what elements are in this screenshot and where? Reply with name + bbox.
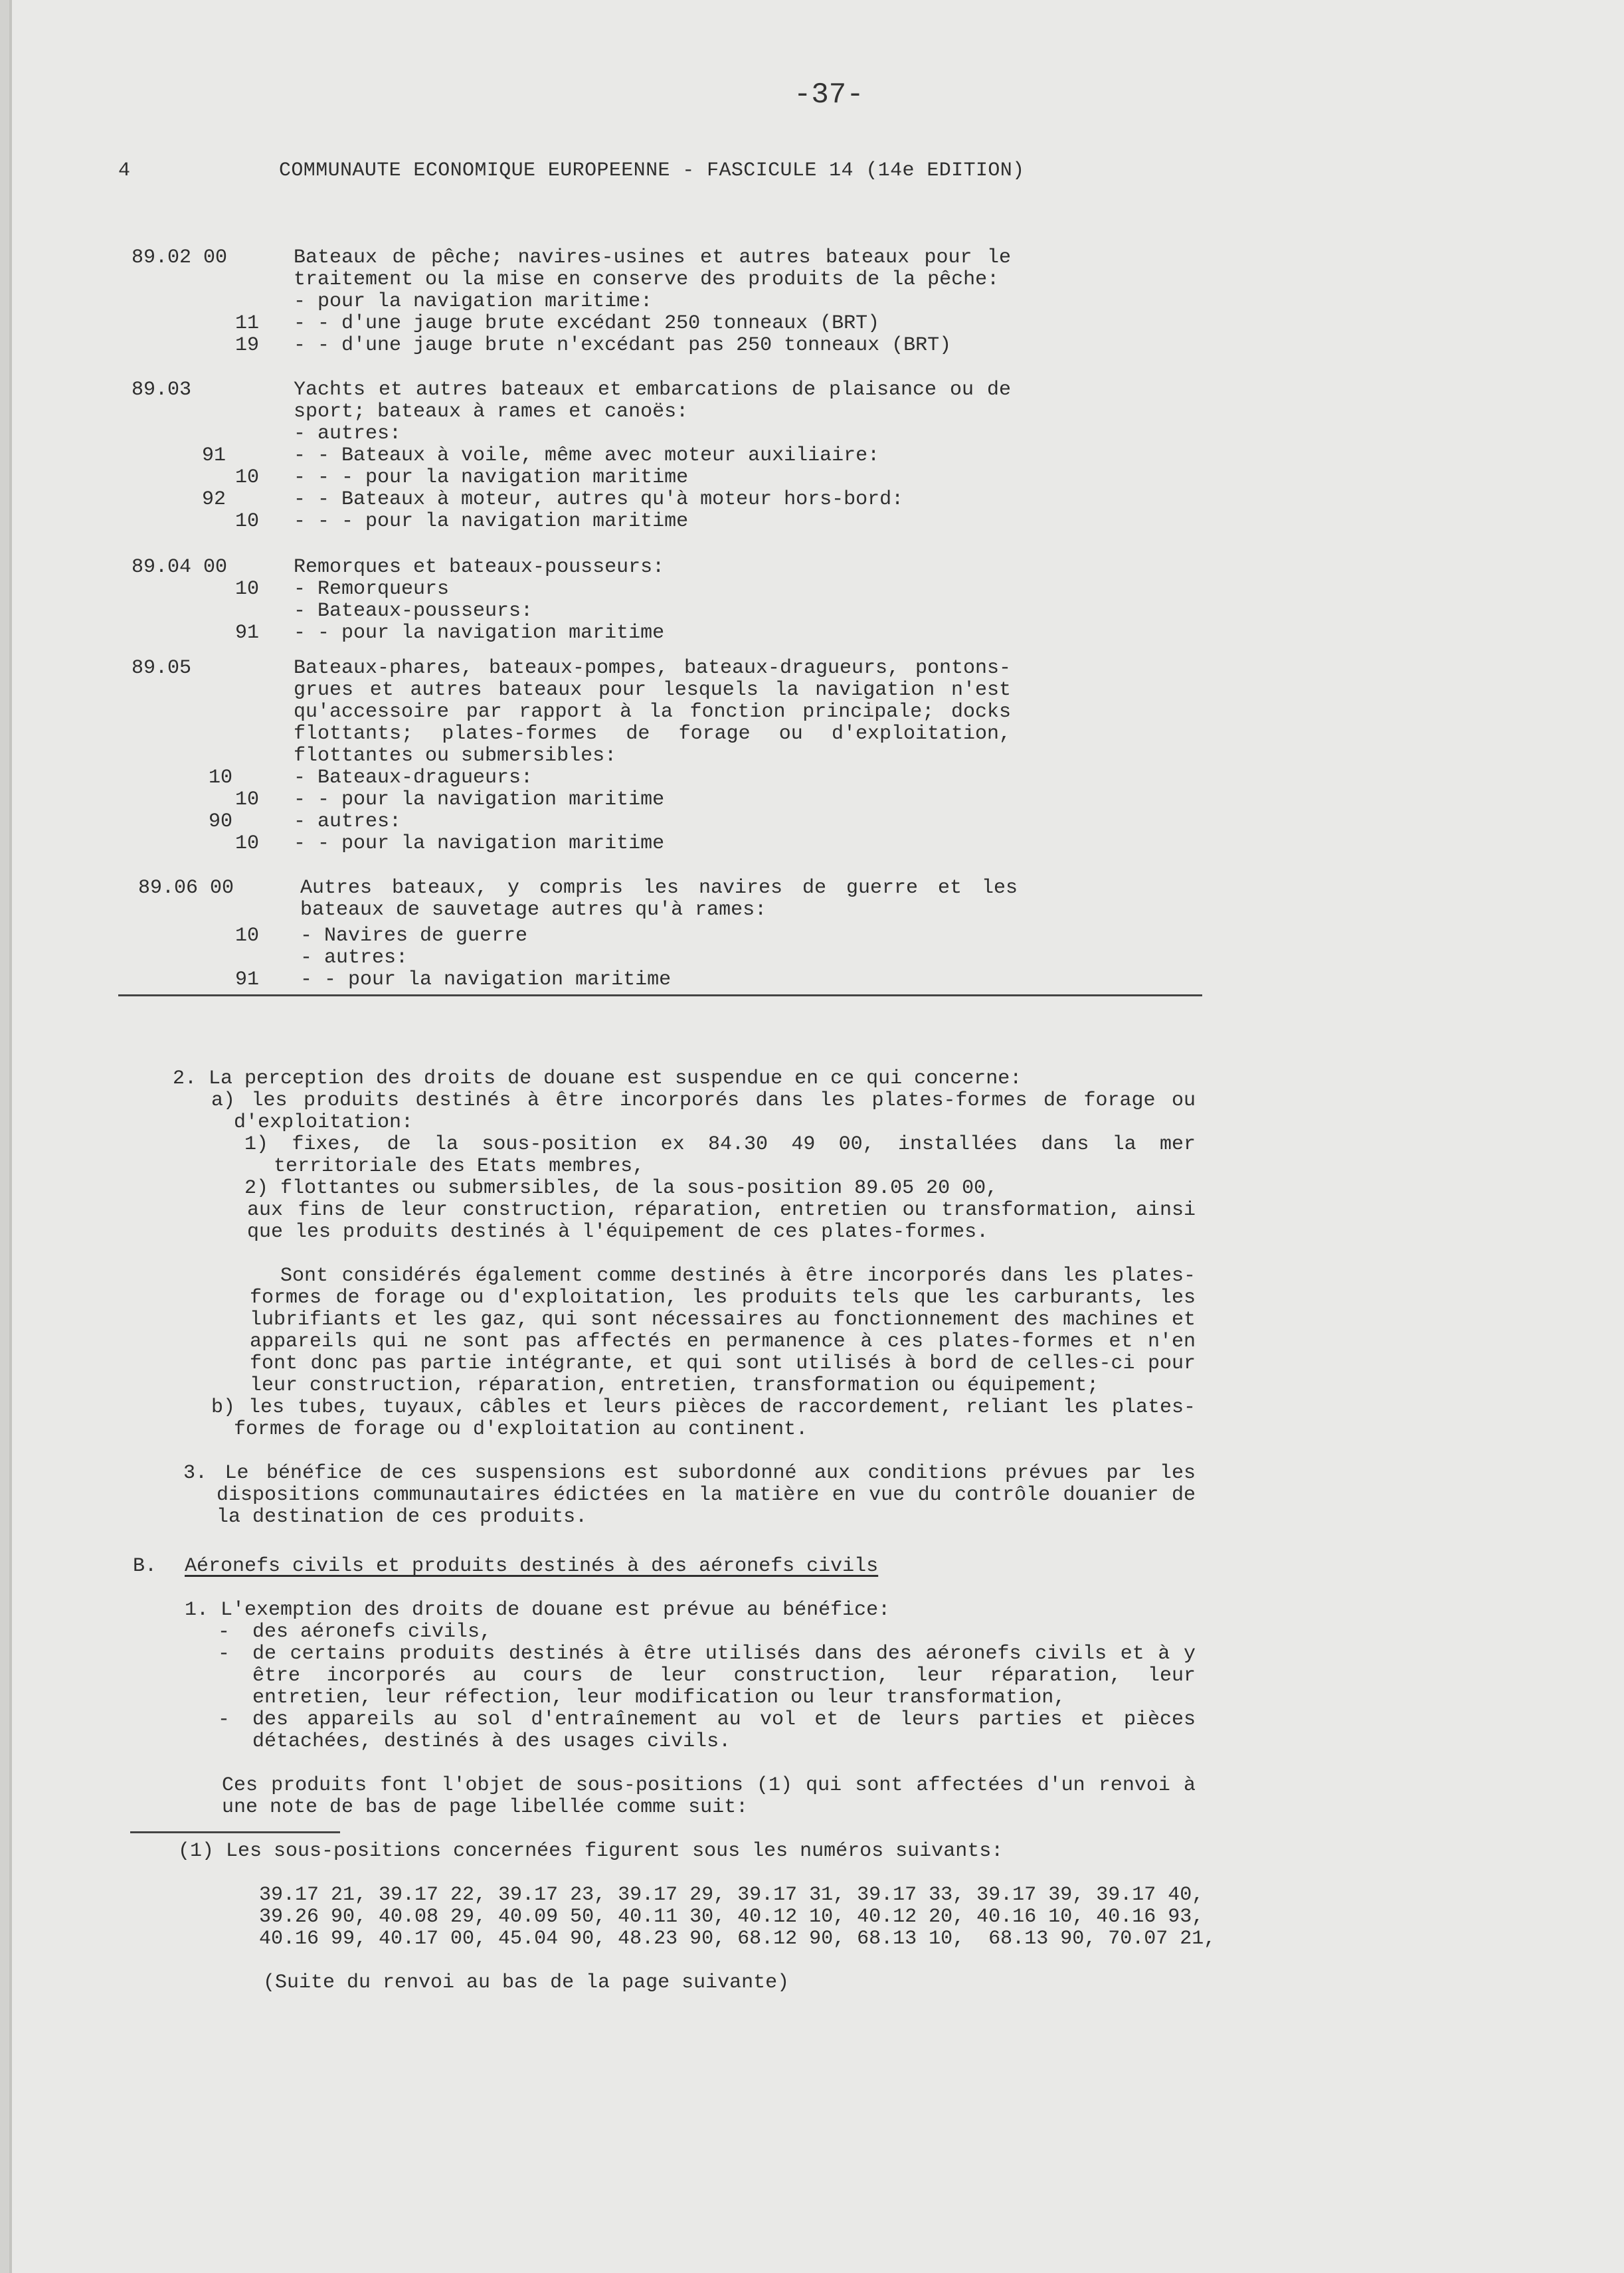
subheading-text: - - Bateaux à moteur, autres qu'à moteur hors-bord: <box>294 488 904 511</box>
bullet-dash: - <box>218 1621 230 1643</box>
heading-code: 89.04 00 <box>132 556 228 579</box>
subheading-code: 11 <box>234 312 259 335</box>
heading-description: Bateaux-phares, bateaux-pompes, bateaux-dragueurs, pontons-grues et autres bateaux pour lesquels la navigation n'est qu'accessoire par rapport à la fonction principale; docks flottants; plates-formes de forage ou d'exploitation, flottantes ou submersibles: <box>294 657 1011 767</box>
subheading-text: - - pour la navigation maritime <box>294 832 665 855</box>
paragraph-2a-tail: aux fins de leur construction, réparation, entretien ou transformation, ainsi que les produits destinés à l'équipement de ces plates-formes. <box>247 1199 1196 1243</box>
subheading-code: 92 <box>201 488 226 511</box>
footnote-intro: (1) Les sous-positions concernées figurent sous les numéros suivants: <box>178 1840 1004 1863</box>
subheading-text: - - d'une jauge brute n'excédant pas 250 tonneaux (BRT) <box>294 334 952 357</box>
heading-description: Remorques et bateaux-pousseurs: <box>294 556 665 579</box>
subheading-text: - autres: <box>294 422 402 445</box>
subheading-text: - - Bateaux à voile, même avec moteur auxiliaire: <box>294 444 880 467</box>
footnote-codes-line: 39.26 90, 40.08 29, 40.09 50, 40.11 30, 40.12 10, 40.12 20, 40.16 10, 40.16 93, <box>259 1906 1204 1928</box>
heading-code: 89.02 00 <box>132 246 228 269</box>
page-edge-shadow <box>0 0 9 2273</box>
subheading-code: 19 <box>234 334 259 357</box>
subheading-text: - Bateaux-pousseurs: <box>294 600 533 622</box>
left-margin-number: 4 <box>118 159 131 182</box>
footnote-codes-line: 40.16 99, 40.17 00, 45.04 90, 48.23 90, 68.12 90, 68.13 10, 68.13 90, 70.07 21, <box>259 1928 1216 1950</box>
subheading-text: - - pour la navigation maritime <box>294 788 665 811</box>
heading-description: Bateaux de pêche; navires-usines et autres bateaux pour le traitement ou la mise en conserve des produits de la pêche: <box>294 246 1011 291</box>
subheading-text: - Bateaux-dragueurs: <box>294 767 533 789</box>
subheading-text: - autres: <box>294 810 402 833</box>
subheading-code: 91 <box>201 444 226 467</box>
paragraph-2-intro: 2. La perception des droits de douane est suspendue en ce qui concerne: <box>173 1067 1022 1090</box>
subheading-code: 10 <box>208 767 232 789</box>
b1-list-item: des appareils au sol d'entraînement au vol et de leurs parties et pièces détachées, destinés à des usages civils. <box>252 1708 1196 1753</box>
paragraph-2a-item-2: 2) flottantes ou submersibles, de la sous-position 89.05 20 00, <box>244 1177 998 1200</box>
subheading-text: - autres: <box>300 947 408 969</box>
subheading-code: 91 <box>234 622 259 644</box>
paragraph-2b: b) les tubes, tuyaux, câbles et leurs pièces de raccordement, reliant les plates-formes de forage ou d'exploitation au continent. <box>211 1396 1196 1441</box>
running-title: COMMUNAUTE ECONOMIQUE EUROPEENNE - FASCICULE 14 (14e EDITION) <box>279 159 1025 182</box>
paragraph-b1-tail: Ces produits font l'objet de sous-positions (1) qui sont affectées d'un renvoi à une note de bas de page libellée comme suit: <box>222 1774 1196 1819</box>
subheading-text: - pour la navigation maritime: <box>294 290 653 313</box>
footnote-continued: (Suite du renvoi au bas de la page suivante) <box>263 1971 790 1994</box>
bullet-dash: - <box>218 1643 230 1665</box>
subheading-text: - Remorqueurs <box>294 578 450 600</box>
footnote-codes-line: 39.17 21, 39.17 22, 39.17 23, 39.17 29, 39.17 31, 39.17 33, 39.17 39, 39.17 40, <box>259 1884 1204 1906</box>
page-number: -37- <box>794 78 864 112</box>
subheading-code: 10 <box>234 578 259 600</box>
section-b-label: B. <box>133 1555 157 1578</box>
heading-code: 89.05 <box>132 657 192 680</box>
subheading-code: 91 <box>234 968 259 991</box>
heading-code: 89.06 00 <box>138 877 234 899</box>
heading-description: Yachts et autres bateaux et embarcations de plaisance ou de sport; bateaux à rames et canoës: <box>294 379 1011 423</box>
subheading-text: - - - pour la navigation maritime <box>294 466 689 489</box>
paragraph-2-sont: Sont considérés également comme destinés à être incorporés dans les plates-formes de forage ou d'exploitation, les produits tels que les carburants, les lubrifiants et les gaz, qui sont nécessaires au fonctionnement des machines et appareils qui ne sont pas affectés en permanence à ces plates-formes et n'en font donc pas partie intégrante, et qui sont utilisés à bord de celles-ci pour leur construction, réparation, entretien, transformation ou équipement; <box>250 1265 1196 1397</box>
heading-description: Autres bateaux, y compris les navires de guerre et les bateaux de sauvetage autres qu'à rames: <box>300 877 1018 921</box>
subheading-text: - Navires de guerre <box>300 925 528 947</box>
subheading-code: 10 <box>234 788 259 811</box>
subheading-code: 10 <box>234 832 259 855</box>
subheading-code: 90 <box>208 810 232 833</box>
subheading-code: 10 <box>234 510 259 533</box>
paragraph-2a-item-1: 1) fixes, de la sous-position ex 84.30 49 00, installées dans la mer territoriale des Etats membres, <box>244 1133 1196 1178</box>
b1-list-item: des aéronefs civils, <box>252 1621 492 1643</box>
b1-list-item: de certains produits destinés à être utilisés dans des aéronefs civils et à y être incorporés au cours de leur construction, leur réparation, leur entretien, leur réfection, leur modification ou leur transformation, <box>252 1643 1196 1709</box>
heading-code: 89.03 <box>132 379 192 401</box>
bullet-dash: - <box>218 1708 230 1731</box>
paragraph-b1-intro: 1. L'exemption des droits de douane est prévue au bénéfice: <box>185 1599 891 1621</box>
subheading-text: - - - pour la navigation maritime <box>294 510 689 533</box>
table-end-rule <box>118 994 1202 996</box>
subheading-code: 10 <box>234 466 259 489</box>
page-edge-line <box>9 0 12 2273</box>
section-b-title: Aéronefs civils et produits destinés à des aéronefs civils <box>185 1555 879 1578</box>
subheading-code: 10 <box>234 925 259 947</box>
subheading-text: - - pour la navigation maritime <box>300 968 672 991</box>
paragraph-2a: a) les produits destinés à être incorporés dans les plates-formes de forage ou d'exploitation: <box>211 1089 1196 1134</box>
footnote-rule <box>130 1831 340 1833</box>
paragraph-3: 3. Le bénéfice de ces suspensions est subordonné aux conditions prévues par les dispositions communautaires édictées en la matière en vue du contrôle douanier de la destination de ces produits. <box>183 1462 1196 1528</box>
subheading-text: - - d'une jauge brute excédant 250 tonneaux (BRT) <box>294 312 880 335</box>
subheading-text: - - pour la navigation maritime <box>294 622 665 644</box>
